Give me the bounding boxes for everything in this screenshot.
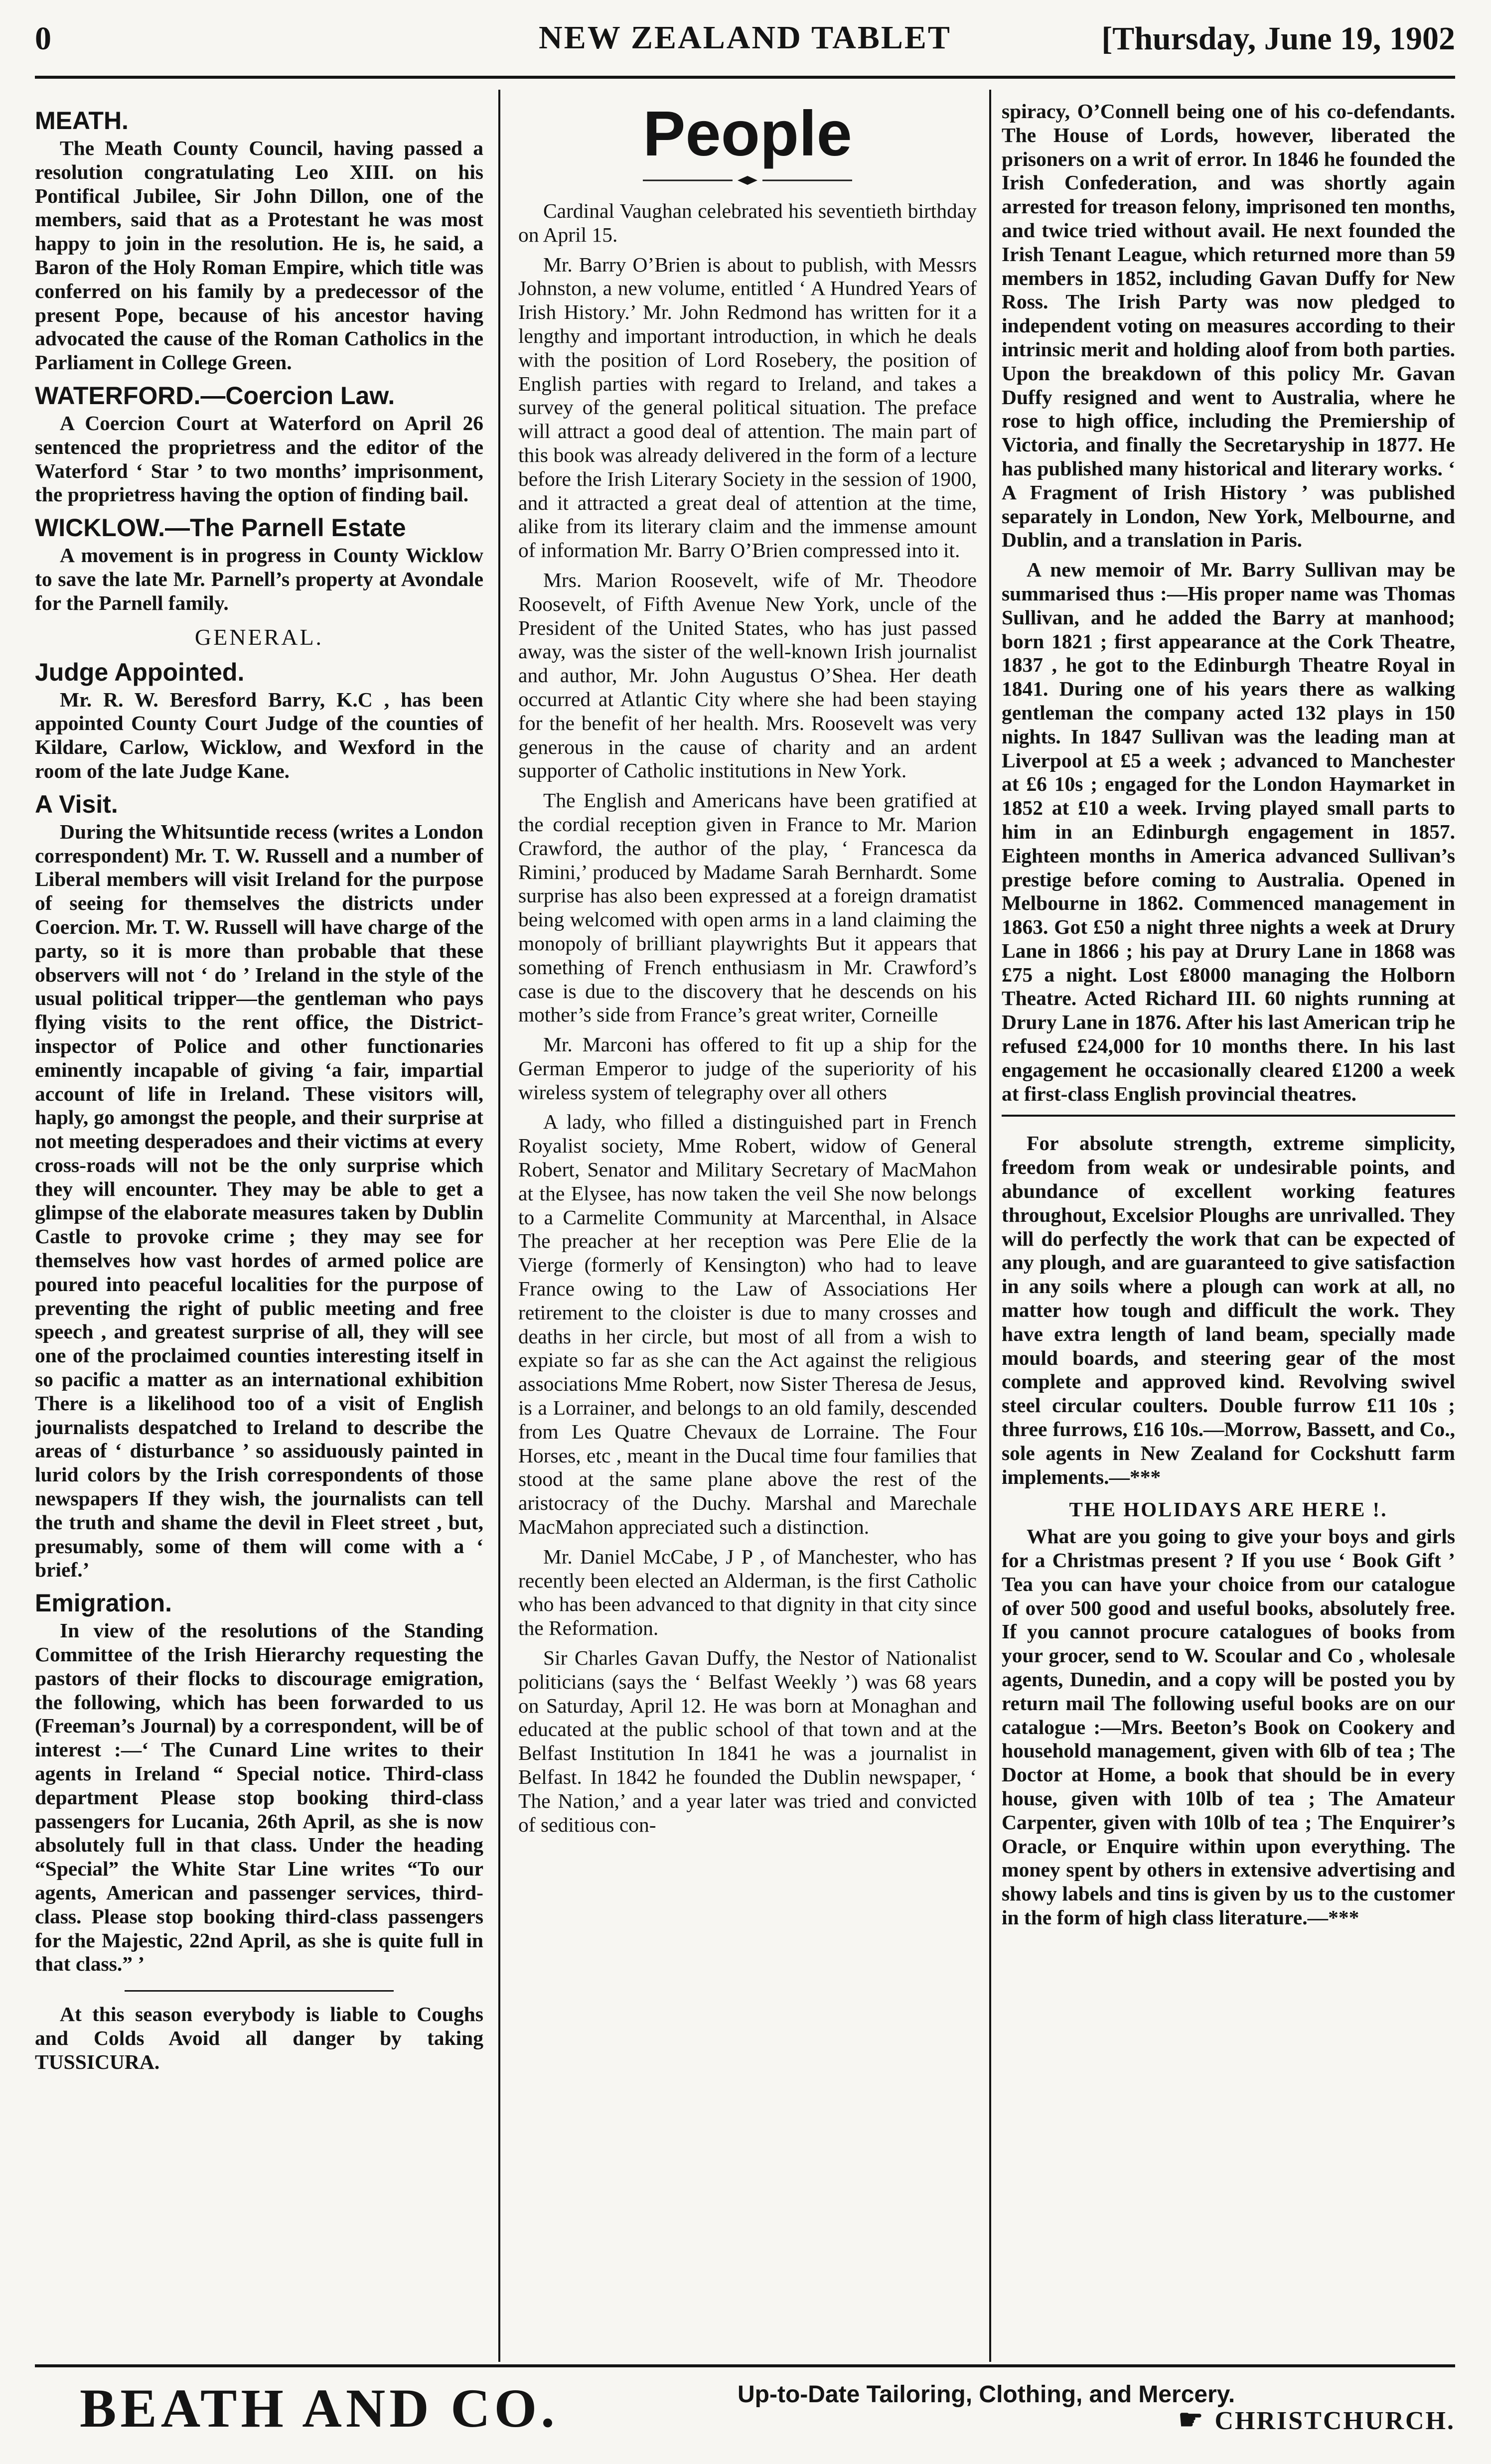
- column-divider: [989, 90, 991, 2362]
- advert-ploughs: For absolute strength, extreme simplicity, freedom from weak or undesirable points, and abundance of excellent working features throughout, Excelsior Ploughs are unrivalled. They will do perfectly the work that can be expected of any plough, and are guaranteed to give satisfaction in any soils where a plough can work at all, no matter how tough and difficult the work. They have extra length of land beam, specially made mould boards, and steering gear of the most complete and approved kind. Revolving swivel steel circular coulters. Double furrow £11 10s ; three furrows, £16 10s.—Morrow, Bassett, and Co., sole agents in New Zealand for Cockshutt farm implements.—***: [1002, 1132, 1455, 1488]
- article-paragraph: Mr. Barry O’Brien is about to publish, with Messrs Johnston, a new volume, entitled ‘ A Hundred Years of Irish History.’ Mr. John Redmond has written for it a lengthy and important introduction, in which he deals with the position of Lord Rosebery, the position of English parties with regard to Ireland, and takes a survey of the general political situation. The preface will attract a good deal of attention. The main part of this book was already delivered in the form of a lecture before the Irish Literary Society in the session of 1900, and it attracted a great deal of attention at the time, alike from its literary claim and the immense amount of information Mr. Barry O’Brien compressed into it.: [518, 253, 977, 562]
- column-people: [518, 100, 977, 2307]
- article-paragraph: Mr. Daniel McCabe, J P , of Manchester, who has recently been elected an Alderman, is the first Catholic who has been advanced to that dignity in that city since the Reformation.: [518, 1545, 977, 1640]
- divider-rule: [1002, 1115, 1455, 1117]
- ornament-divider-icon: [643, 174, 852, 186]
- footer-city-name: CHRISTCHURCH.: [1214, 2407, 1455, 2435]
- section-heading: Judge Appointed.: [35, 658, 245, 686]
- section-heading: MEATH.: [35, 107, 129, 135]
- article-paragraph: A lady, who filled a distinguished part in French Royalist society, Mme Robert, widow of General Robert, Senator and Military Secretary of MacMahon at the Elysee, has now taken the veil She now belongs to a Carmelite Community at Marcenthal, in Alsace The preacher at her reception was Pere Elie de la Vierge (formerly of Kensington) who had to leave France owing to the Law of Associations Her retirement to the cloister is due to many crosses and deaths in her circle, but most of all from a wish to expiate so far as she can the Act against the religious associations Mme Robert, now Sister Theresa de Jesus, is a Lorrainer, and belongs to an old family, descended from Les Quatre Chevaux de Lorraine. The Four Horses, etc , meant in the Ducal time four families that stood at the same plane above the rest of the aristocracy of the Duchy. Marshal and Marechale MacMahon appreciated such a distinction.: [518, 1110, 977, 1539]
- footer-city: [1178, 2404, 1455, 2436]
- divider-rule: [125, 1990, 394, 1992]
- article-paragraph: Mr. R. W. Beresford Barry, K.C , has been appointed County Court Judge of the counties of Kildare, Carlow, Wicklow, and Wexford in the room of the late Judge Kane.: [35, 688, 483, 782]
- page-number: 0: [35, 20, 51, 57]
- issue-date: [Thursday, June 19, 1902: [1101, 20, 1455, 57]
- advert-book-gift-tea: What are you going to give your boys and girls for a Christmas present ? If you use ‘ Book Gift ’ Tea you can have your choice from our catalogue of over 500 good and useful books, absolutely free. If you cannot procure catalogues of books from your grocer, send to W. Scoular and Co , wholesale agents, Dunedin, and a copy will be posted you by return mail The following useful books are on our catalogue :—Mrs. Beeton’s Book on Cookery and household management, given with 6lb of tea ; The Doctor at Home, a book that should be in every house, given with 10lb of tea ; The Amateur Carpenter, given with 10lb of tea ; The Enquirer’s Oracle, or Enquire within upon everything. The money spent by others in extensive advertising and showy labels and tins is given by us to the customer in the form of high class literature.—***: [1002, 1525, 1455, 1929]
- article-paragraph: The Meath County Council, having passed a resolution congratulating Leo XIII. on his Pontifical Jubilee, Sir John Dillon, one of the members, said that as a Protestant he was most happy to join in the resolution. He is, he said, a Baron of the Holy Roman Empire, which title was conferred on his family by a predecessor of the present Pope, because of his ancestor having advocated the cause of the Roman Catholics in the Parliament in College Green.: [35, 137, 483, 374]
- footer-brand: BEATH AND CO.: [80, 2378, 559, 2439]
- page-header: [35, 0, 1455, 70]
- masthead: NEW ZEALAND TABLET: [539, 19, 951, 56]
- people-heading: People: [643, 100, 852, 169]
- article-paragraph: spiracy, O’Connell being one of his co-defendants. The House of Lords, however, liberated the prisoners on a writ of error. In 1846 he founded the Irish Confederation, and was shortly again arrested for treason felony, imprisoned ten months, and twice tried without avail. He next founded the Irish Tenant League, which returned more than 59 members in 1852, including Gavan Duffy for New Ross. The Irish Party was now pledged to independent voting on measures according to their intrinsic merit and holding aloof from both parties. Upon the breakdown of this policy Mr. Gavan Duffy resigned and went to Australia, where he rose to high office, including the Premiership of Victoria, and finally the Secretaryship in 1877. He has published many historical and literary works. ‘ A Fragment of Irish History ’ was published separately in London, New York, Melbourne, and Dublin, and a translation in Paris.: [1002, 100, 1455, 552]
- advert-tussicura: At this season everybody is liable to Coughs and Colds Avoid all danger by taking TUSSICURA.: [35, 2003, 483, 2073]
- footer-advert: [35, 2372, 1455, 2442]
- article-paragraph: Cardinal Vaughan celebrated his seventieth birthday on April 15.: [518, 199, 977, 246]
- column-news: [35, 100, 483, 2307]
- column-continued: [1002, 100, 1455, 2307]
- section-heading: WATERFORD.—Coercion Law.: [35, 381, 395, 410]
- article-paragraph: A movement is in progress in County Wicklow to save the late Mr. Parnell’s property at Avondale for the Parnell family.: [35, 544, 483, 614]
- article-paragraph: During the Whitsuntide recess (writes a London correspondent) Mr. T. W. Russell and a number of Liberal members will visit Ireland for the purpose of seeing for themselves the districts under Coercion. Mr. T. W. Russell will have charge of the party, so it is more than probable that these observers will not ‘ do ’ Ireland in the style of the usual political tripper—the gentleman who pays flying visits to the rent office, the District-inspector of Police and other functionaries eminently incapable of giving ‘a fair, impartial account of life in Ireland. These visitors will, haply, go amongst the people, and their surprise at not meeting desperadoes and their victims at every cross-roads will not be the only surprise which they will encounter. They may be able to get a glimpse of the elaborate measures taken by Dublin Castle to provoke crime ; they may see for themselves how vast hordes of armed police are poured into peaceful localities for the purpose of preventing the right of public meeting and free speech , and greatest surprise of all, they will see one of the proclaimed counties interesting itself in so pacific a matter as an international exhibition There is a likelihood too of a visit of English journalists despatched to Ireland to describe the areas of ‘ disturbance ’ so assiduously painted in lurid colors by the Irish correspondents of those newspapers If they wish, the journalists can tell the truth and shame the devil in Fleet street , but, presumably, some of them will come with a ‘ brief.’: [35, 820, 483, 1582]
- article-paragraph: Sir Charles Gavan Duffy, the Nestor of Nationalist politicians (says the ‘ Belfast Weekly ’) was 68 years on Saturday, April 12. He was born at Monaghan and educated at the public school of that town and at the Belfast Institution In 1841 he was a journalist in Belfast. In 1842 he founded the Dublin newspaper, ‘ The Nation,’ and a year later was tried and convicted of seditious con-: [518, 1646, 977, 1836]
- section-heading: Emigration.: [35, 1589, 172, 1617]
- header-rule: [35, 76, 1455, 79]
- section-heading-general: GENERAL.: [194, 624, 324, 650]
- article-paragraph: A new memoir of Mr. Barry Sullivan may be summarised thus :—His proper name was Thomas Sullivan, and he added the Barry at manhood; born 1821 ; first appearance at the Cork Theatre, 1837 , he got to the Edinburgh Theatre Royal in 1841. During one of his years there as walking gentleman the company acted 132 plays in 150 nights. In 1847 Sullivan was the leading man at Liverpool at £5 a week ; advanced to Manchester at £6 10s ; engaged for the London Haymarket in 1852 at £10 a week. Irving played small parts to him in an Edinburgh engagement in 1857. Eighteen months in America advanced Sullivan’s prestige before coming to Australia. Opened in Melbourne in 1862. Commenced management in 1863. Got £50 a night three nights a week at Drury Lane in 1866 ; his pay at Drury Lane in 1868 was £75 a night. Lost £8000 managing the Holborn Theatre. Acted Richard III. 60 nights running at Drury Lane in 1876. After his last American trip he refused £24,000 for 10 months there. In his last engagement he occasionally cleared £1200 a week at first-class English provincial theatres.: [1002, 558, 1455, 1105]
- article-paragraph: Mr. Marconi has offered to fit up a ship for the German Emperor to judge of the superiority of his wireless system of telegraphy over all others: [518, 1033, 977, 1104]
- article-paragraph: In view of the resolutions of the Standing Committee of the Irish Hierarchy requesting the pastors of their flocks to discourage emigration, the following, which has been forwarded to us (Freeman’s Journal) by a correspondent, will be of interest :—‘ The Cunard Line writes to their agents in Ireland “ Special notice. Third-class department Please stop booking third-class passengers for Lucania, 26th April, as she is now absolutely full in that class. Under the heading “Special” the White Star Line writes “To our agents, American and passenger services, third-class. Please stop booking third-class passengers for the Majestic, 22nd April, as she is quite full in that class.” ’: [35, 1619, 483, 1976]
- footer-rule: [35, 2364, 1455, 2367]
- section-heading: WICKLOW.—The Parnell Estate: [35, 514, 406, 542]
- article-paragraph: Mrs. Marion Roosevelt, wife of Mr. Theodore Roosevelt, of Fifth Avenue New York, uncle of the President of the United States, who has just passed away, was the sister of the well-known Irish journalist and author, Mr. John Augustus O’Shea. Her death occurred at Atlantic City where she had been staying for the benefit of her health. Mrs. Roosevelt was very generous in the cause of charity and an ardent supporter of Catholic institutions in New York.: [518, 568, 977, 782]
- article-paragraph: The English and Americans have been gratified at the cordial reception given in France to Mr. Marion Crawford, the author of the play, ‘ Francesca da Rimini,’ produced by Madame Sarah Bernhardt. Some surprise has also been expressed at a foreign dramatist being welcomed with open arms in a land claiming the monopoly of brilliant playwrights But it appears that something of French enthusiasm in Mr. Crawford’s case is due to the discovery that he descends on his mother’s side from France’s great writer, Corneille: [518, 789, 977, 1026]
- column-divider: [498, 90, 500, 2362]
- section-heading: A Visit.: [35, 790, 118, 818]
- footer-tagline: Up-to-Date Tailoring, Clothing, and Mercery.: [738, 2381, 1235, 2408]
- article-paragraph: A Coercion Court at Waterford on April 26 sentenced the proprietress and the editor of the Waterford ‘ Star ’ to two months’ imprisonment, the proprietress having the option of finding bail.: [35, 411, 483, 506]
- advert-heading: THE HOLIDAYS ARE HERE !.: [1069, 1498, 1388, 1521]
- pointing-hand-icon: ☛: [1178, 2405, 1205, 2436]
